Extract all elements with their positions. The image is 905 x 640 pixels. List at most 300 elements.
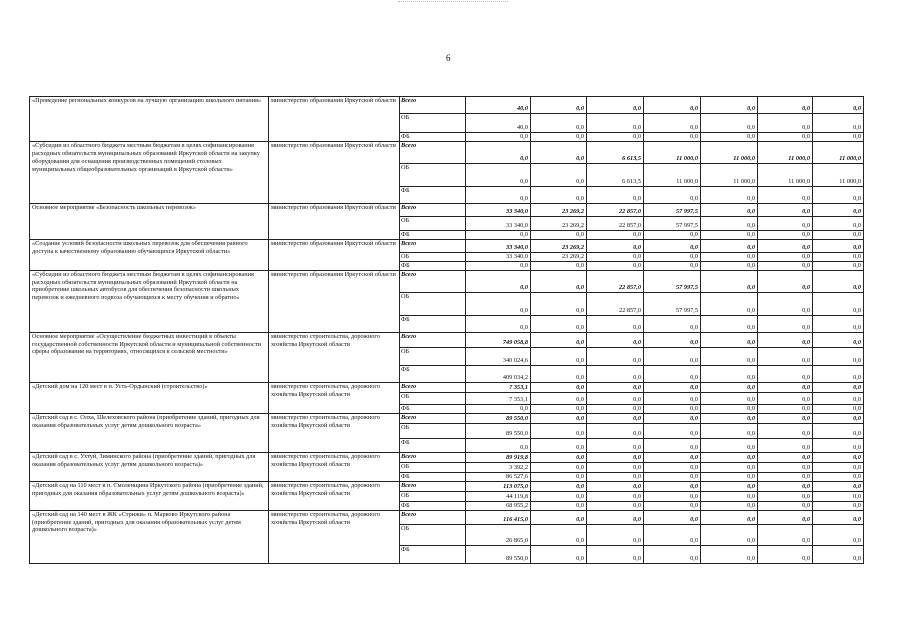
amount-cell: 0,0	[758, 261, 813, 270]
amount-cell: 0,0	[644, 231, 701, 240]
amount-cell: 0,0	[587, 261, 644, 270]
amount-cell: 0,0	[701, 392, 758, 404]
amount-cell: 33 340,0	[466, 253, 531, 262]
amount-cell: 0,0	[701, 231, 758, 240]
amount-cell: 0,0	[758, 481, 813, 491]
amount-cell: 0,0	[644, 332, 701, 347]
funding-source: ФБ	[400, 404, 466, 413]
amount-cell: 0,0	[531, 332, 587, 347]
amount-cell: 0,0	[531, 261, 587, 270]
funding-source: ФБ	[400, 545, 466, 563]
amount-cell: 0,0	[813, 382, 864, 392]
amount-cell: 0,0	[644, 423, 701, 438]
amount-cell: 0,0	[758, 292, 813, 315]
amount-cell: 0,0	[701, 97, 758, 114]
executor-name: министерство образования Иркутской области	[269, 270, 400, 332]
funding-source: ОБ	[400, 114, 466, 133]
table-row	[30, 270, 864, 292]
amount-cell: 0,0	[701, 187, 758, 204]
amount-cell: 0,0	[758, 253, 813, 262]
amount-cell: 0,0	[813, 491, 864, 501]
funding-source: ФБ	[400, 133, 466, 142]
funding-source: Всего	[400, 510, 466, 524]
amount-cell: 0,0	[758, 462, 813, 472]
amount-cell: 0,0	[644, 114, 701, 133]
executor-name: министерство образования Иркутской области	[269, 240, 400, 271]
amount-cell: 0,0	[813, 423, 864, 438]
amount-cell: 0,0	[587, 347, 644, 365]
amount-cell: 0,0	[758, 240, 813, 253]
amount-cell: 33 340,0	[466, 217, 531, 231]
amount-cell: 11 000,0	[813, 164, 864, 187]
amount-cell: 68 955,2	[466, 501, 531, 510]
amount-cell: 11 000,0	[644, 164, 701, 187]
amount-cell: 23 269,2	[531, 240, 587, 253]
amount-cell: 0,0	[531, 491, 587, 501]
amount-cell: 0,0	[644, 545, 701, 563]
amount-cell: 0,0	[701, 452, 758, 462]
funding-source: ОБ	[400, 491, 466, 501]
amount-cell: 0,0	[701, 545, 758, 563]
amount-cell: 0,0	[813, 240, 864, 253]
amount-cell: 0,0	[587, 452, 644, 462]
funding-source: Всего	[400, 142, 466, 164]
funding-source: ОБ	[400, 164, 466, 187]
amount-cell: 0,0	[587, 114, 644, 133]
measure-name: «Субсидии из областного бюджета местным бюджетам в целях софинансирования расходных обязательств муниципальных образований Иркутской области на приобретение школьных автобусов для обеспечения безопасности школьных перевозок и ежедневного подвоза обучающихся к месту обучения и обратно»	[30, 270, 269, 332]
amount-cell: 33 340,0	[466, 204, 531, 217]
amount-cell: 0,0	[758, 270, 813, 292]
amount-cell: 0,0	[587, 413, 644, 423]
amount-cell: 86 527,6	[466, 472, 531, 481]
amount-cell: 0,0	[813, 231, 864, 240]
funding-source: Всего	[400, 270, 466, 292]
amount-cell: 0,0	[587, 382, 644, 392]
amount-cell: 0,0	[531, 365, 587, 382]
amount-cell: 57 997,5	[644, 217, 701, 231]
amount-cell: 0,0	[531, 501, 587, 510]
funding-source: ФБ	[400, 365, 466, 382]
amount-cell: 0,0	[813, 404, 864, 413]
amount-cell: 0,0	[758, 97, 813, 114]
amount-cell: 22 857,0	[587, 204, 644, 217]
amount-cell: 0,0	[587, 133, 644, 142]
amount-cell: 0,0	[644, 392, 701, 404]
amount-cell: 0,0	[531, 438, 587, 452]
amount-cell: 0,0	[701, 133, 758, 142]
amount-cell: 0,0	[701, 292, 758, 315]
table-row	[30, 240, 864, 253]
amount-cell: 0,0	[758, 510, 813, 524]
measure-name: «Создание условий безопасности школьных перевозок для обеспечения равного доступа к качественному образованию обучающихся Иркутской области»	[30, 240, 269, 271]
amount-cell: 0,0	[587, 187, 644, 204]
amount-cell: 0,0	[531, 404, 587, 413]
funding-source: ФБ	[400, 438, 466, 452]
amount-cell: 0,0	[531, 462, 587, 472]
amount-cell: 113 075,0	[466, 481, 531, 491]
amount-cell: 0,0	[813, 501, 864, 510]
amount-cell: 0,0	[644, 404, 701, 413]
amount-cell: 0,0	[531, 142, 587, 164]
amount-cell: 0,0	[587, 332, 644, 347]
amount-cell: 0,0	[587, 438, 644, 452]
funding-source: ФБ	[400, 472, 466, 481]
measure-name: Основное мероприятие «Безопасность школьных перевозок»	[30, 204, 269, 240]
measure-name: «Детский сад на 110 мест в п. Смоленщина Иркутского района (приобретение зданий, пригодных для оказания образовательных услуг детям дошкольного возраста)»	[30, 481, 269, 510]
executor-name: министерство образования Иркутской области	[269, 204, 400, 240]
executor-name: министерство строительства, дорожного хозяйства Иркутской области	[269, 413, 400, 452]
amount-cell: 0,0	[644, 524, 701, 545]
amount-cell: 0,0	[531, 114, 587, 133]
amount-cell: 0,0	[466, 187, 531, 204]
amount-cell: 0,0	[531, 423, 587, 438]
amount-cell: 0,0	[813, 261, 864, 270]
amount-cell: 0,0	[531, 231, 587, 240]
amount-cell: 0,0	[813, 452, 864, 462]
amount-cell: 0,0	[701, 423, 758, 438]
amount-cell: 0,0	[758, 491, 813, 501]
amount-cell: 0,0	[466, 404, 531, 413]
amount-cell: 0,0	[813, 462, 864, 472]
amount-cell: 89 550,0	[466, 545, 531, 563]
funding-source: Всего	[400, 204, 466, 217]
amount-cell: 0,0	[466, 164, 531, 187]
amount-cell: 0,0	[644, 491, 701, 501]
table-row	[30, 510, 864, 524]
amount-cell: 0,0	[644, 133, 701, 142]
amount-cell: 0,0	[758, 231, 813, 240]
funding-source: ФБ	[400, 231, 466, 240]
amount-cell: 0,0	[813, 524, 864, 545]
amount-cell: 0,0	[758, 114, 813, 133]
amount-cell: 0,0	[758, 404, 813, 413]
amount-cell: 0,0	[531, 347, 587, 365]
amount-cell: 0,0	[701, 491, 758, 501]
amount-cell: 22 857,0	[587, 270, 644, 292]
amount-cell: 0,0	[701, 365, 758, 382]
amount-cell: 0,0	[587, 501, 644, 510]
amount-cell: 3 392,2	[466, 462, 531, 472]
amount-cell: 0,0	[466, 133, 531, 142]
amount-cell: 0,0	[758, 472, 813, 481]
amount-cell: 0,0	[758, 315, 813, 332]
amount-cell: 0,0	[587, 423, 644, 438]
amount-cell: 11 000,0	[701, 164, 758, 187]
amount-cell: 0,0	[701, 253, 758, 262]
amount-cell: 0,0	[587, 545, 644, 563]
amount-cell: 0,0	[587, 392, 644, 404]
amount-cell: 0,0	[813, 204, 864, 217]
table-row	[30, 332, 864, 347]
amount-cell: 0,0	[701, 382, 758, 392]
amount-cell: 0,0	[644, 438, 701, 452]
amount-cell: 11 000,0	[813, 142, 864, 164]
executor-name: министерство строительства, дорожного хозяйства Иркутской области	[269, 481, 400, 510]
amount-cell: 0,0	[587, 231, 644, 240]
amount-cell: 0,0	[758, 133, 813, 142]
amount-cell: 0,0	[701, 332, 758, 347]
amount-cell: 0,0	[758, 392, 813, 404]
amount-cell: 0,0	[466, 315, 531, 332]
amount-cell: 0,0	[758, 365, 813, 382]
executor-name: министерство образования Иркутской области	[269, 142, 400, 204]
executor-name: министерство образования Иркутской области	[269, 97, 400, 142]
amount-cell: 0,0	[587, 481, 644, 491]
amount-cell: 0,0	[531, 133, 587, 142]
amount-cell: 23 269,2	[531, 253, 587, 262]
amount-cell: 26 865,0	[466, 524, 531, 545]
amount-cell: 0,0	[587, 315, 644, 332]
amount-cell: 57 997,5	[644, 270, 701, 292]
amount-cell: 40,0	[466, 97, 531, 114]
measure-name: «Детский сад в с. Ухтуй, Зиминского района (приобретение зданий, пригодных для оказания образовательных услуг детям дошкольного возраста)»	[30, 452, 269, 481]
amount-cell: 0,0	[813, 133, 864, 142]
amount-cell: 0,0	[644, 365, 701, 382]
amount-cell: 0,0	[813, 114, 864, 133]
funding-source: ФБ	[400, 187, 466, 204]
amount-cell: 0,0	[587, 462, 644, 472]
page-number: 6	[446, 53, 451, 63]
amount-cell: 57 997,5	[644, 292, 701, 315]
amount-cell: 0,0	[701, 501, 758, 510]
amount-cell: 0,0	[813, 292, 864, 315]
amount-cell: 0,0	[758, 332, 813, 347]
measure-name: «Проведение региональных конкурсов на лучшую организацию школьного питания»	[30, 97, 269, 142]
amount-cell: 0,0	[531, 187, 587, 204]
table-row	[30, 142, 864, 164]
amount-cell: 0,0	[587, 510, 644, 524]
amount-cell: 0,0	[758, 204, 813, 217]
amount-cell: 0,0	[587, 472, 644, 481]
funding-source: Всего	[400, 452, 466, 462]
amount-cell: 0,0	[701, 315, 758, 332]
amount-cell: 0,0	[531, 270, 587, 292]
amount-cell: 0,0	[758, 524, 813, 545]
funding-source: ФБ	[400, 315, 466, 332]
amount-cell: 6 613,5	[587, 142, 644, 164]
funding-source: ОБ	[400, 423, 466, 438]
amount-cell: 0,0	[644, 382, 701, 392]
amount-cell: 0,0	[644, 501, 701, 510]
funding-source: ФБ	[400, 261, 466, 270]
amount-cell: 0,0	[587, 491, 644, 501]
amount-cell: 0,0	[813, 187, 864, 204]
amount-cell: 0,0	[813, 217, 864, 231]
funding-source: Всего	[400, 97, 466, 114]
amount-cell: 0,0	[531, 382, 587, 392]
amount-cell: 22 857,0	[587, 292, 644, 315]
amount-cell: 749 058,8	[466, 332, 531, 347]
funding-source: Всего	[400, 382, 466, 392]
amount-cell: 0,0	[701, 404, 758, 413]
amount-cell: 0,0	[531, 545, 587, 563]
amount-cell: 0,0	[644, 462, 701, 472]
amount-cell: 0,0	[531, 392, 587, 404]
amount-cell: 11 000,0	[701, 142, 758, 164]
amount-cell: 0,0	[644, 261, 701, 270]
amount-cell: 0,0	[813, 510, 864, 524]
amount-cell: 0,0	[587, 97, 644, 114]
amount-cell: 22 857,0	[587, 217, 644, 231]
amount-cell: 0,0	[466, 270, 531, 292]
table-row	[30, 413, 864, 423]
measure-name: Основное мероприятие «Осуществление бюджетных инвестиций в объекты государственной собственности Иркутской области и муниципальной собственности сферы образования на территориях, относящихся к сельской местности»	[30, 332, 269, 382]
amount-cell: 0,0	[531, 472, 587, 481]
amount-cell: 0,0	[758, 501, 813, 510]
amount-cell: 0,0	[758, 382, 813, 392]
amount-cell: 0,0	[466, 142, 531, 164]
funding-source: Всего	[400, 413, 466, 423]
measure-name: «Детский дом на 120 мест в п. Усть-Ордынский (строительство)»	[30, 382, 269, 413]
table-body	[30, 97, 864, 564]
amount-cell: 23 269,2	[531, 204, 587, 217]
amount-cell: 44 119,8	[466, 491, 531, 501]
amount-cell: 0,0	[701, 270, 758, 292]
amount-cell: 0,0	[701, 204, 758, 217]
amount-cell: 340 024,6	[466, 347, 531, 365]
amount-cell: 0,0	[701, 413, 758, 423]
amount-cell: 0,0	[587, 240, 644, 253]
amount-cell: 11 000,0	[758, 164, 813, 187]
amount-cell: 0,0	[587, 253, 644, 262]
amount-cell: 0,0	[813, 253, 864, 262]
amount-cell: 0,0	[701, 472, 758, 481]
amount-cell: 23 269,2	[531, 217, 587, 231]
amount-cell: 0,0	[644, 240, 701, 253]
amount-cell: 0,0	[813, 472, 864, 481]
amount-cell: 40,0	[466, 114, 531, 133]
funding-source: ОБ	[400, 217, 466, 231]
amount-cell: 33 340,0	[466, 240, 531, 253]
amount-cell: 0,0	[701, 510, 758, 524]
funding-source: Всего	[400, 481, 466, 491]
amount-cell: 0,0	[758, 347, 813, 365]
amount-cell: 0,0	[466, 261, 531, 270]
amount-cell: 0,0	[466, 438, 531, 452]
measure-name: «Детский сад на 140 мест в ЖК «Стрижи» п. Марково Иркутского района (приобретение зданий, пригодных для оказания образовательных услуг детям дошкольного возраста)»	[30, 510, 269, 563]
amount-cell: 11 000,0	[758, 142, 813, 164]
amount-cell: 0,0	[644, 97, 701, 114]
table-row	[30, 204, 864, 217]
amount-cell: 0,0	[758, 423, 813, 438]
amount-cell: 0,0	[701, 240, 758, 253]
amount-cell: 0,0	[531, 292, 587, 315]
amount-cell: 116 415,0	[466, 510, 531, 524]
executor-name: министерство строительства, дорожного хозяйства Иркутской области	[269, 382, 400, 413]
funding-source: ФБ	[400, 501, 466, 510]
funding-source: Всего	[400, 240, 466, 253]
amount-cell: 89 550,0	[466, 413, 531, 423]
amount-cell: 0,0	[701, 481, 758, 491]
amount-cell: 0,0	[758, 452, 813, 462]
amount-cell: 0,0	[466, 292, 531, 315]
amount-cell: 0,0	[813, 332, 864, 347]
amount-cell: 0,0	[813, 270, 864, 292]
amount-cell: 89 550,0	[466, 423, 531, 438]
amount-cell: 0,0	[701, 114, 758, 133]
measure-name: «Детский сад в с. Олха, Шелеховского района (приобретение зданий, пригодных для оказания образовательных услуг детям дошкольного возраста»	[30, 413, 269, 452]
amount-cell: 6 613,5	[587, 164, 644, 187]
amount-cell: 0,0	[644, 315, 701, 332]
amount-cell: 0,0	[813, 315, 864, 332]
table-row	[30, 97, 864, 114]
funding-source: ОБ	[400, 292, 466, 315]
amount-cell: 0,0	[644, 413, 701, 423]
amount-cell: 7 353,1	[466, 392, 531, 404]
amount-cell: 0,0	[813, 481, 864, 491]
amount-cell: 0,0	[813, 347, 864, 365]
funding-source: ОБ	[400, 462, 466, 472]
amount-cell: 11 000,0	[644, 142, 701, 164]
amount-cell: 0,0	[587, 524, 644, 545]
amount-cell: 0,0	[758, 187, 813, 204]
amount-cell: 7 353,1	[466, 382, 531, 392]
amount-cell: 0,0	[531, 452, 587, 462]
amount-cell: 0,0	[813, 438, 864, 452]
amount-cell: 0,0	[758, 438, 813, 452]
amount-cell: 0,0	[644, 253, 701, 262]
amount-cell: 0,0	[531, 524, 587, 545]
funding-source: ОБ	[400, 253, 466, 262]
funding-source: Всего	[400, 332, 466, 347]
amount-cell: 0,0	[701, 462, 758, 472]
amount-cell: 0,0	[813, 97, 864, 114]
amount-cell: 0,0	[644, 472, 701, 481]
amount-cell: 0,0	[758, 413, 813, 423]
amount-cell: 0,0	[813, 365, 864, 382]
executor-name: министерство строительства, дорожного хозяйства Иркутской области	[269, 452, 400, 481]
amount-cell: 89 919,8	[466, 452, 531, 462]
amount-cell: 0,0	[466, 231, 531, 240]
amount-cell: 0,0	[531, 164, 587, 187]
amount-cell: 0,0	[758, 217, 813, 231]
amount-cell: 0,0	[701, 347, 758, 365]
amount-cell: 0,0	[644, 347, 701, 365]
table-row	[30, 481, 864, 491]
amount-cell: 0,0	[701, 217, 758, 231]
executor-name: министерство строительства, дорожного хозяйства Иркутской области	[269, 510, 400, 563]
funding-source: ОБ	[400, 347, 466, 365]
funding-source: ОБ	[400, 392, 466, 404]
table-row	[30, 382, 864, 392]
amount-cell: 0,0	[813, 545, 864, 563]
amount-cell: 0,0	[813, 413, 864, 423]
amount-cell: 0,0	[531, 510, 587, 524]
amount-cell: 57 997,5	[644, 204, 701, 217]
amount-cell: 0,0	[644, 452, 701, 462]
funding-source: ОБ	[400, 524, 466, 545]
amount-cell: 0,0	[531, 413, 587, 423]
scan-artifact	[398, 1, 508, 6]
amount-cell: 0,0	[813, 392, 864, 404]
amount-cell: 0,0	[587, 365, 644, 382]
measure-name: «Субсидии из областного бюджета местным бюджетам в целях софинансирования расходных обязательств муниципальных образований Иркутской области на закупку оборудования для оснащения производственных помещений столовых муниципальных общеобразовательных организаций в Иркутской области»	[30, 142, 269, 204]
amount-cell: 0,0	[701, 438, 758, 452]
amount-cell: 0,0	[531, 315, 587, 332]
amount-cell: 0,0	[531, 481, 587, 491]
amount-cell: 0,0	[701, 261, 758, 270]
budget-table	[29, 96, 864, 564]
amount-cell: 0,0	[701, 524, 758, 545]
executor-name: министерство строительства, дорожного хозяйства Иркутской области	[269, 332, 400, 382]
amount-cell: 0,0	[587, 404, 644, 413]
table-row	[30, 452, 864, 462]
amount-cell: 0,0	[531, 97, 587, 114]
amount-cell: 409 034,2	[466, 365, 531, 382]
amount-cell: 0,0	[644, 510, 701, 524]
amount-cell: 0,0	[758, 545, 813, 563]
amount-cell: 0,0	[644, 187, 701, 204]
